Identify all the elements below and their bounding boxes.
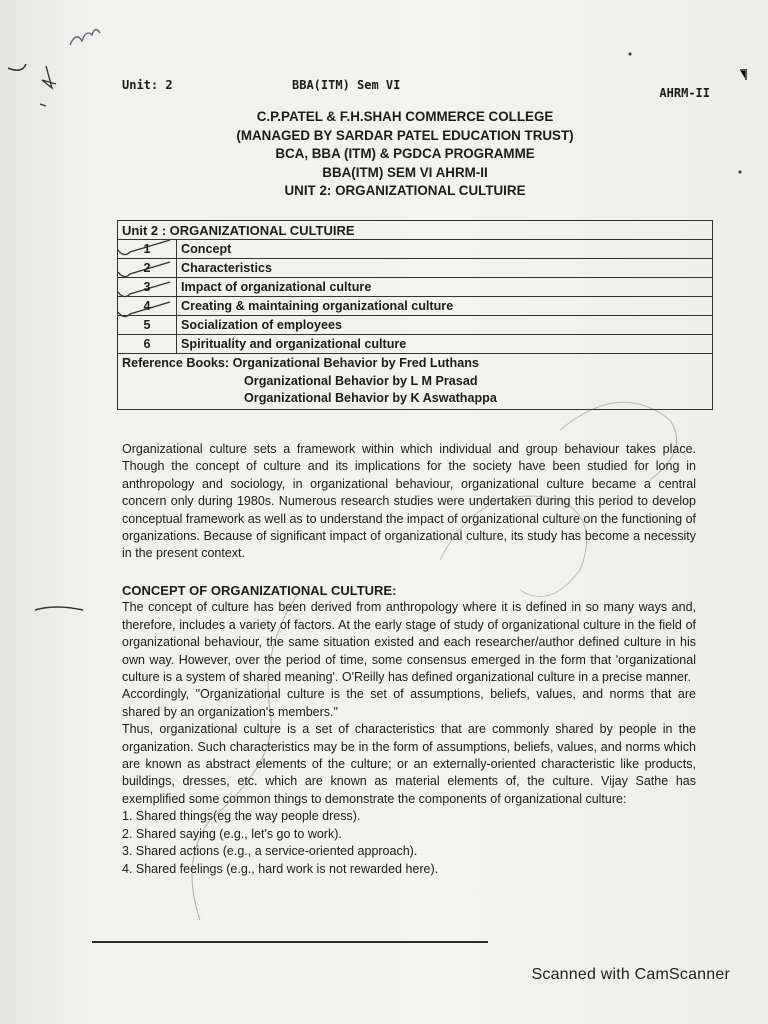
table-row — [118, 316, 713, 335]
table-row — [118, 240, 713, 259]
topic-number: 5 — [118, 316, 177, 335]
intro-paragraph: Organizational culture sets a framework within which individual and group behaviour takes place. Though the concept of culture and its implications for the society have been studied for long in anthropology and sociology, in organizational behaviour, organizational culture became a central concern only during 1980s. Numerous research studies were undertaken during this period to develop conceptual framework as well as to understand the impact of organizational culture on the functioning of organizations. Because of significant impact of organizational culture, its study has become a necessity in the present context. — [122, 442, 696, 561]
list-item: 2. Shared saying (e.g., let's go to work). — [122, 826, 342, 841]
title-block — [170, 108, 640, 201]
topic-name: Concept — [177, 240, 713, 259]
topic-number: 3 — [118, 278, 177, 297]
reference-books — [118, 354, 713, 410]
concept-paragraph: The concept of culture has been derived from anthropology where it is defined in so many ways and, therefore, includes a variety of factors. At the early stage of study of organizational culture in the field of organizational behaviour, the same situation existed and each researcher/author defined culture in his own way. However, over the period of time, some consensus emerged in the form that 'organizational culture is a system of shared meaning'. O'Reilly has defined organizational culture in a precise manner. — [122, 600, 696, 685]
unit-label: Unit: 2 — [122, 78, 173, 92]
syllabus-table — [117, 220, 713, 410]
topic-name: Characteristics — [177, 259, 713, 278]
concept-section — [122, 582, 696, 878]
trust-name: (MANAGED BY SARDAR PATEL EDUCATION TRUST) — [236, 127, 574, 143]
topic-number: 6 — [118, 335, 177, 354]
table-row — [118, 278, 713, 297]
semester-subject: BBA(ITM) SEM VI AHRM-II — [322, 164, 488, 180]
topic-number: 4 — [118, 297, 177, 316]
college-name: C.P.PATEL & F.H.SHAH COMMERCE COLLEGE — [256, 109, 554, 124]
references-row — [118, 354, 713, 410]
semester-label: BBA(ITM) Sem VI — [292, 78, 401, 92]
scanner-watermark: Scanned with CamScanner — [531, 966, 730, 983]
topic-name: Impact of organizational culture — [177, 278, 713, 297]
topic-number: 2 — [118, 259, 177, 278]
section-heading: CONCEPT OF ORGANIZATIONAL CULTURE: — [122, 583, 397, 598]
list-item: 4. Shared feelings (e.g., hard work is not rewarded here). — [122, 861, 439, 876]
topic-name: Creating & maintaining organizational culture — [177, 297, 713, 316]
reference-line: Organizational Behavior by L M Prasad — [244, 373, 478, 388]
topic-name: Socialization of employees — [177, 316, 713, 335]
topic-name: Spirituality and organizational culture — [177, 335, 713, 354]
reference-line: Organizational Behavior by K Aswathappa — [244, 391, 497, 405]
table-row — [118, 297, 713, 316]
programme-name: BCA, BBA (ITM) & PGDCA PROGRAMME — [275, 146, 535, 162]
unit-title: UNIT 2: ORGANIZATIONAL CULTUIRE — [284, 183, 526, 199]
table-row — [118, 335, 713, 354]
characteristics-paragraph: Thus, organizational culture is a set of characteristics that are commonly shared by people in the organization. Such characteristics may be in the form of assumptions, beliefs, values, and norms which are known as abstract elements of the culture; or an externally-oriented characteristic like products, buildings, dresses, etc. which are known as material elements of, the culture. Vijay Sathe has exemplified some common things to demonstrate the components of organizational culture: — [122, 722, 696, 806]
definition-paragraph: Accordingly, "Organizational culture is the set of assumptions, beliefs, values, and norms that are shared by an organization's members." — [122, 687, 696, 719]
table-heading-row — [118, 221, 713, 240]
table-heading: Unit 2 : ORGANIZATIONAL CULTUIRE — [118, 221, 713, 240]
list-item: 3. Shared actions (e.g., a service-oriented approach). — [122, 844, 418, 859]
list-item: 1. Shared things(eg the way people dress). — [122, 809, 361, 824]
footer-divider — [92, 941, 488, 943]
components-list — [122, 808, 696, 878]
reference-line: Reference Books: Organizational Behavior by Fred Luthans — [122, 356, 479, 370]
course-code: AHRM-II — [659, 86, 710, 100]
topic-number: 1 — [118, 240, 177, 259]
table-row — [118, 259, 713, 278]
